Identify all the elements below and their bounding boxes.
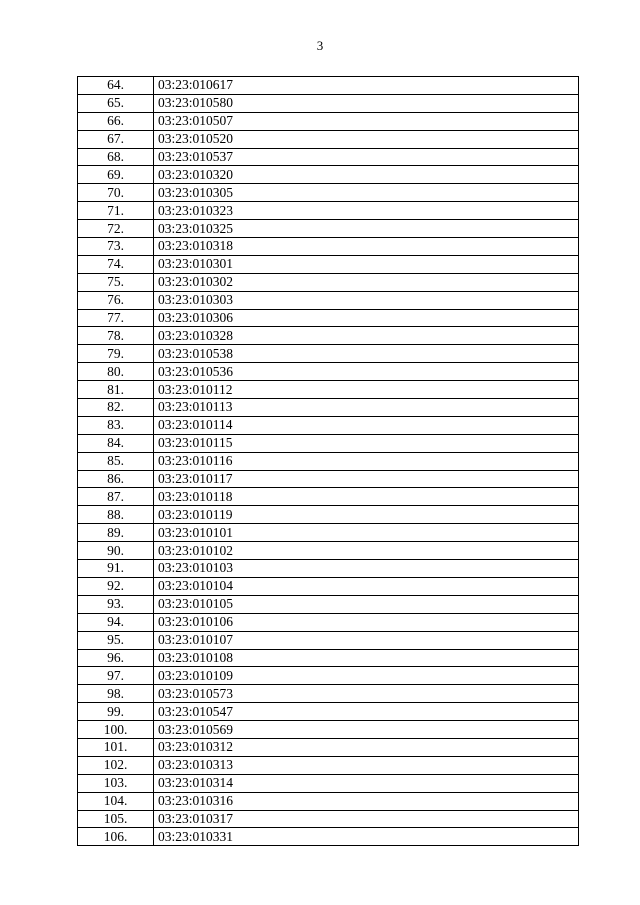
cadastral-number-cell: 03:23:010573 <box>154 685 579 703</box>
row-number-cell: 83. <box>78 416 154 434</box>
cadastral-number-cell: 03:23:010301 <box>154 255 579 273</box>
cadastral-number-cell: 03:23:010325 <box>154 220 579 238</box>
table-row <box>78 77 579 95</box>
row-number-cell: 89. <box>78 524 154 542</box>
cadastral-number-cell: 03:23:010106 <box>154 613 579 631</box>
cadastral-number-cell: 03:23:010113 <box>154 399 579 417</box>
row-number-cell: 92. <box>78 577 154 595</box>
cadastral-number-cell: 03:23:010108 <box>154 649 579 667</box>
table-row <box>78 506 579 524</box>
table-row <box>78 470 579 488</box>
row-number-cell: 78. <box>78 327 154 345</box>
cadastral-number-cell: 03:23:010617 <box>154 77 579 95</box>
table-row <box>78 273 579 291</box>
table-row <box>78 309 579 327</box>
cadastral-number-cell: 03:23:010323 <box>154 202 579 220</box>
row-number-cell: 87. <box>78 488 154 506</box>
row-number-cell: 101. <box>78 738 154 756</box>
table-row <box>78 613 579 631</box>
table-row <box>78 577 579 595</box>
row-number-cell: 68. <box>78 148 154 166</box>
row-number-cell: 88. <box>78 506 154 524</box>
row-number-cell: 77. <box>78 309 154 327</box>
table-row <box>78 255 579 273</box>
table-body <box>78 77 579 846</box>
cadastral-number-cell: 03:23:010119 <box>154 506 579 524</box>
table-row <box>78 792 579 810</box>
cadastral-number-cell: 03:23:010103 <box>154 560 579 578</box>
cadastral-number-cell: 03:23:010114 <box>154 416 579 434</box>
row-number-cell: 70. <box>78 184 154 202</box>
cadastral-number-cell: 03:23:010302 <box>154 273 579 291</box>
cadastral-number-cell: 03:23:010317 <box>154 810 579 828</box>
row-number-cell: 71. <box>78 202 154 220</box>
table-row <box>78 524 579 542</box>
cadastral-number-cell: 03:23:010107 <box>154 631 579 649</box>
cadastral-number-cell: 03:23:010537 <box>154 148 579 166</box>
table-row <box>78 631 579 649</box>
table-row <box>78 202 579 220</box>
table-row <box>78 345 579 363</box>
cadastral-number-cell: 03:23:010507 <box>154 112 579 130</box>
table-row <box>78 381 579 399</box>
table-row <box>78 649 579 667</box>
row-number-cell: 79. <box>78 345 154 363</box>
cadastral-number-cell: 03:23:010580 <box>154 94 579 112</box>
table-row <box>78 94 579 112</box>
row-number-cell: 95. <box>78 631 154 649</box>
row-number-cell: 81. <box>78 381 154 399</box>
cadastral-number-cell: 03:23:010312 <box>154 738 579 756</box>
row-number-cell: 64. <box>78 77 154 95</box>
row-number-cell: 74. <box>78 255 154 273</box>
page-number: 3 <box>316 38 324 53</box>
row-number-cell: 86. <box>78 470 154 488</box>
row-number-cell: 82. <box>78 399 154 417</box>
row-number-cell: 90. <box>78 542 154 560</box>
row-number-cell: 72. <box>78 220 154 238</box>
table-row <box>78 721 579 739</box>
cadastral-number-cell: 03:23:010102 <box>154 542 579 560</box>
cadastral-number-cell: 03:23:010520 <box>154 130 579 148</box>
table-row <box>78 756 579 774</box>
table-row <box>78 738 579 756</box>
row-number-cell: 73. <box>78 238 154 256</box>
table-row <box>78 560 579 578</box>
cadastral-number-cell: 03:23:010536 <box>154 363 579 381</box>
row-number-cell: 80. <box>78 363 154 381</box>
cadastral-number-cell: 03:23:010320 <box>154 166 579 184</box>
cadastral-number-cell: 03:23:010569 <box>154 721 579 739</box>
cadastral-number-cell: 03:23:010303 <box>154 291 579 309</box>
row-number-cell: 96. <box>78 649 154 667</box>
row-number-cell: 100. <box>78 721 154 739</box>
cadastral-number-cell: 03:23:010318 <box>154 238 579 256</box>
cadastral-number-cell: 03:23:010109 <box>154 667 579 685</box>
table-row <box>78 434 579 452</box>
cadastral-number-cell: 03:23:010306 <box>154 309 579 327</box>
row-number-cell: 66. <box>78 112 154 130</box>
table-row <box>78 595 579 613</box>
cadastral-quarters-table <box>77 76 579 846</box>
row-number-cell: 85. <box>78 452 154 470</box>
table-row <box>78 327 579 345</box>
table-row <box>78 130 579 148</box>
table-row <box>78 685 579 703</box>
cadastral-number-cell: 03:23:010112 <box>154 381 579 399</box>
cadastral-number-cell: 03:23:010101 <box>154 524 579 542</box>
table-row <box>78 363 579 381</box>
cadastral-number-cell: 03:23:010538 <box>154 345 579 363</box>
cadastral-number-cell: 03:23:010105 <box>154 595 579 613</box>
cadastral-number-cell: 03:23:010117 <box>154 470 579 488</box>
table-row <box>78 238 579 256</box>
table-row <box>78 291 579 309</box>
cadastral-number-cell: 03:23:010116 <box>154 452 579 470</box>
cadastral-number-cell: 03:23:010313 <box>154 756 579 774</box>
table-row <box>78 220 579 238</box>
table-row <box>78 810 579 828</box>
cadastral-number-cell: 03:23:010115 <box>154 434 579 452</box>
row-number-cell: 67. <box>78 130 154 148</box>
cadastral-number-cell: 03:23:010316 <box>154 792 579 810</box>
cadastral-number-cell: 03:23:010104 <box>154 577 579 595</box>
row-number-cell: 91. <box>78 560 154 578</box>
table-row <box>78 703 579 721</box>
table-row <box>78 488 579 506</box>
row-number-cell: 105. <box>78 810 154 828</box>
row-number-cell: 65. <box>78 94 154 112</box>
table-row <box>78 148 579 166</box>
row-number-cell: 97. <box>78 667 154 685</box>
row-number-cell: 93. <box>78 595 154 613</box>
row-number-cell: 103. <box>78 774 154 792</box>
row-number-cell: 69. <box>78 166 154 184</box>
table-row <box>78 828 579 846</box>
cadastral-number-cell: 03:23:010314 <box>154 774 579 792</box>
row-number-cell: 104. <box>78 792 154 810</box>
row-number-cell: 84. <box>78 434 154 452</box>
cadastral-number-cell: 03:23:010305 <box>154 184 579 202</box>
table-row <box>78 452 579 470</box>
table-row <box>78 166 579 184</box>
table-row <box>78 112 579 130</box>
table-row <box>78 774 579 792</box>
table-row <box>78 542 579 560</box>
row-number-cell: 94. <box>78 613 154 631</box>
cadastral-number-cell: 03:23:010547 <box>154 703 579 721</box>
cadastral-number-cell: 03:23:010118 <box>154 488 579 506</box>
row-number-cell: 76. <box>78 291 154 309</box>
row-number-cell: 75. <box>78 273 154 291</box>
row-number-cell: 98. <box>78 685 154 703</box>
row-number-cell: 99. <box>78 703 154 721</box>
cadastral-number-cell: 03:23:010328 <box>154 327 579 345</box>
table-row <box>78 399 579 417</box>
table-row <box>78 416 579 434</box>
row-number-cell: 102. <box>78 756 154 774</box>
table-row <box>78 184 579 202</box>
table-row <box>78 667 579 685</box>
row-number-cell: 106. <box>78 828 154 846</box>
cadastral-number-cell: 03:23:010331 <box>154 828 579 846</box>
